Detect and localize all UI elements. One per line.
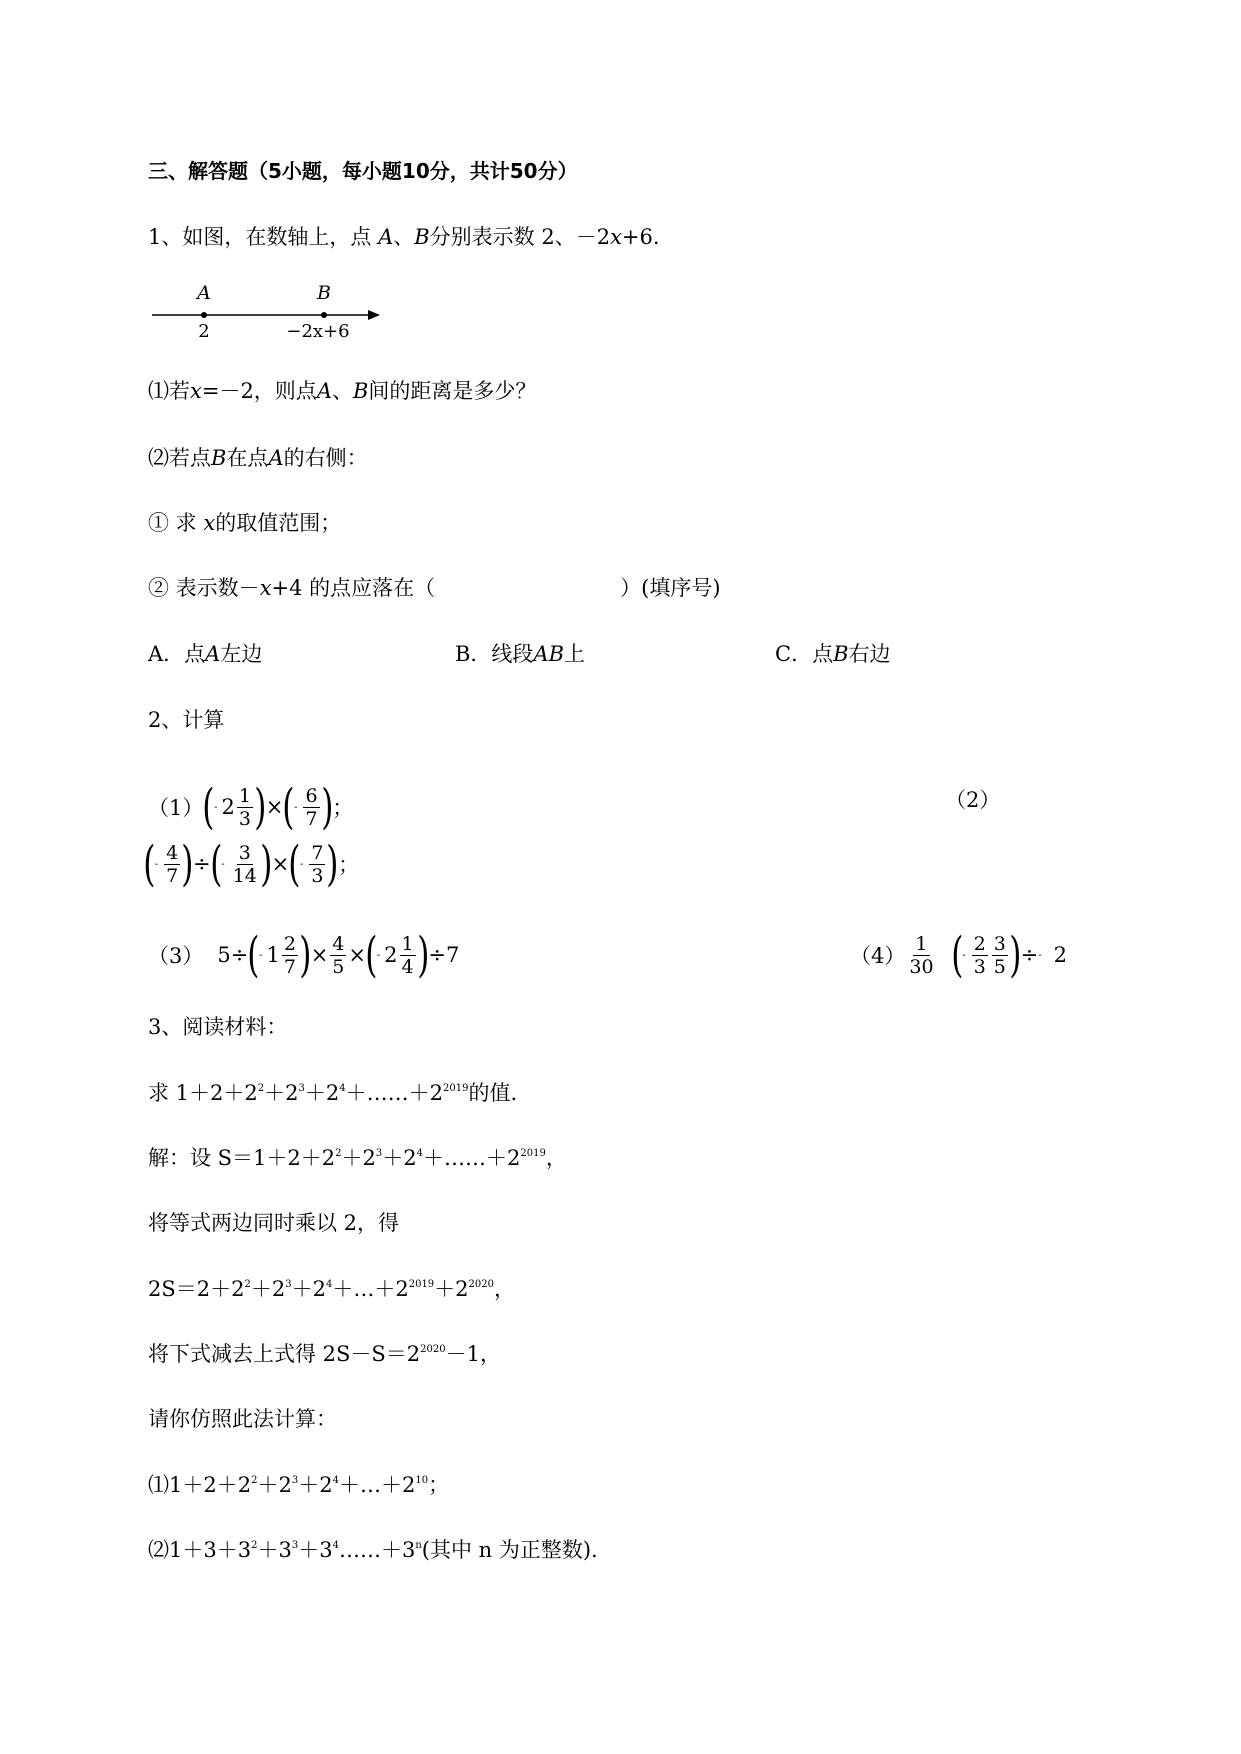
number-line-arrow bbox=[368, 310, 380, 320]
q3-line1: 求 $1+2+2^2+2^3+2^4+\dots\dots+2^{2019}$的值. bbox=[148, 1081, 518, 1105]
option-c: C．点B右边 bbox=[775, 642, 891, 666]
q3-line2: 解：设 $S=1+2+2^2+2^3+2^4+\dots\dots+2^{2019}$， bbox=[148, 1146, 567, 1170]
q3-line4: $2S=2+2^2+2^3+2^4+\dots+2^{2019}+2^{2020}$， bbox=[148, 1277, 515, 1301]
q3-line5: 将下式减去上式得 $2S-S=2^{2020}-1$， bbox=[148, 1342, 501, 1366]
q1-part1: ⑴若x=－2，则点A、B间的距离是多少？ bbox=[148, 379, 537, 403]
section-title: 三、解答题（5小题，每小题10分，共计50分） bbox=[148, 159, 578, 183]
q2-expr3: （3） 5 ÷ ( - 1 2 7 ) × $\frac{4}{5}$ × ( - 2 1 4 ) ÷ 7 bbox=[148, 927, 460, 983]
q3-line3: 将等式两边同时乘以 2，得 bbox=[148, 1211, 400, 1235]
point-b-value: −2x+6 bbox=[286, 321, 350, 342]
point-a-dot bbox=[201, 312, 207, 318]
number-line-figure bbox=[148, 280, 388, 345]
point-b-dot bbox=[321, 312, 327, 318]
q2-expr1: （1） ( - 2 1 3 ) × ( - 6 7 ) ； bbox=[148, 779, 354, 835]
option-b: B．线段AB上 bbox=[455, 642, 586, 666]
q3-part1: $⑴1+2+2^2+2^3+2^4+\dots+2^{10}$； bbox=[148, 1473, 450, 1497]
point-b-label: B bbox=[317, 282, 331, 304]
q3-line6: 请你仿照此法计算： bbox=[148, 1407, 337, 1431]
q1-part2: ⑵若点B在点A的右侧： bbox=[148, 446, 368, 470]
q1-sub2: ② 表示数－x+4 的点应落在（ ）(填序号) bbox=[148, 576, 721, 600]
q3-title: 3、阅读材料： bbox=[148, 1015, 288, 1039]
q3-part2: $⑵1+3+3^2+3^3+3^4\dots\dots+3^n$(其中 n 为正整数). bbox=[148, 1538, 598, 1562]
q2-expr2: ( - 4 7 ) ÷ ( - 3 14 ) × ( - 7 3 ) ； bbox=[143, 836, 360, 892]
q2-title: 2、计算 bbox=[148, 708, 225, 732]
q2-expr4: （4） 1 30 ( - 2 3 3 5 ) ÷ - 2 bbox=[850, 927, 1067, 983]
option-a: A．点A左边 bbox=[148, 642, 263, 666]
q1-stem: 1、如图，在数轴上，点 A、B分别表示数 2、－2x+6. bbox=[148, 225, 660, 249]
q1-sub1: ① 求 x的取值范围； bbox=[148, 511, 342, 535]
point-a-label: A bbox=[197, 282, 211, 304]
point-a-value: 2 bbox=[198, 321, 210, 342]
q2-expr2-label: （2） bbox=[945, 788, 1001, 812]
